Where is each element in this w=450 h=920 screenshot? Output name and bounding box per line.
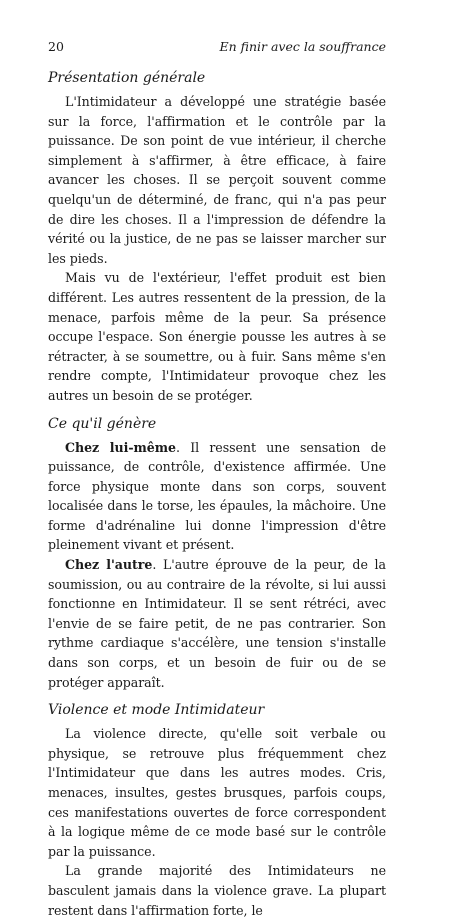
section-ce-quil-genere xyxy=(48,414,386,693)
paragraph xyxy=(48,438,386,556)
book-page xyxy=(48,38,386,920)
paragraph-lead: Chez l'autre xyxy=(65,557,153,573)
section-heading: Violence et mode Intimidateur xyxy=(48,702,265,719)
running-title: En finir avec la souffrance xyxy=(219,39,386,54)
paragraph: La violence directe, qu'elle soit verbale ou physique, se retrouve plus fréquemment chez l'Intimidateur que dans les autres modes. Cris, menaces, insultes, gestes brusques, parfois coups, ces manifestations ouvertes de force correspondent à la logique même de ce mode basé sur le contrôle par la puissance. xyxy=(48,726,386,859)
paragraph: La grande majorité des Intimidateurs ne basculent jamais dans la violence grave. La plupart restent dans l'affirmation forte, le xyxy=(48,863,386,918)
section-presentation xyxy=(48,68,386,406)
section-heading: Présentation générale xyxy=(48,70,206,86)
paragraph xyxy=(48,555,386,692)
section-violence xyxy=(48,700,386,920)
paragraph-body: . Il ressent une sensation de puissance, de contrôle, d'existence affirmée. Une force physique monte dans son corps, souvent localisée dans le torse, les épaules, la mâchoire. Une forme d'adrénaline lui donne l'impression d'être pleinement vivant et présent. xyxy=(48,439,386,553)
paragraph: Mais vu de l'extérieur, l'effet produit est bien différent. Les autres ressentent de la pression, de la menace, parfois même de la peur. Sa présence occupe l'espace. Son énergie pousse les autres à se rétracter, à se soumettre, ou à fuir. Sans même s'en rendre compte, l'Intimidateur provoque chez les autres un besoin de se protéger. xyxy=(48,270,386,403)
section-heading: Ce qu'il génère xyxy=(48,415,157,432)
page-number: 20 xyxy=(48,39,64,54)
paragraph-lead: Chez lui-même xyxy=(65,439,176,455)
running-header xyxy=(48,38,386,56)
paragraph: L'Intimidateur a développé une stratégie basée sur la force, l'affirmation et le contrôle par la puissance. De son point de vue intérieur, il cherche simplement à s'affirmer, à être efficace, à faire avancer les choses. Il se perçoit souvent comme quelqu'un de déterminé, de franc, qui n'a pas peur de dire les choses. Il a l'impression de défendre la vérité ou la justice, de ne pas se laisser marcher sur les pieds. xyxy=(48,94,386,266)
paragraph-body: . L'autre éprouve de la peur, de la soumission, ou au contraire de la révolte, si lui aussi fonctionne en Intimidateur. Il se sent rétréci, avec l'envie de se faire petit, de ne pas contrarier. Son rythme cardiaque s'accélère, une tension s'installe dans son corps, et un besoin de fuir ou de se protéger apparaît. xyxy=(48,557,386,690)
